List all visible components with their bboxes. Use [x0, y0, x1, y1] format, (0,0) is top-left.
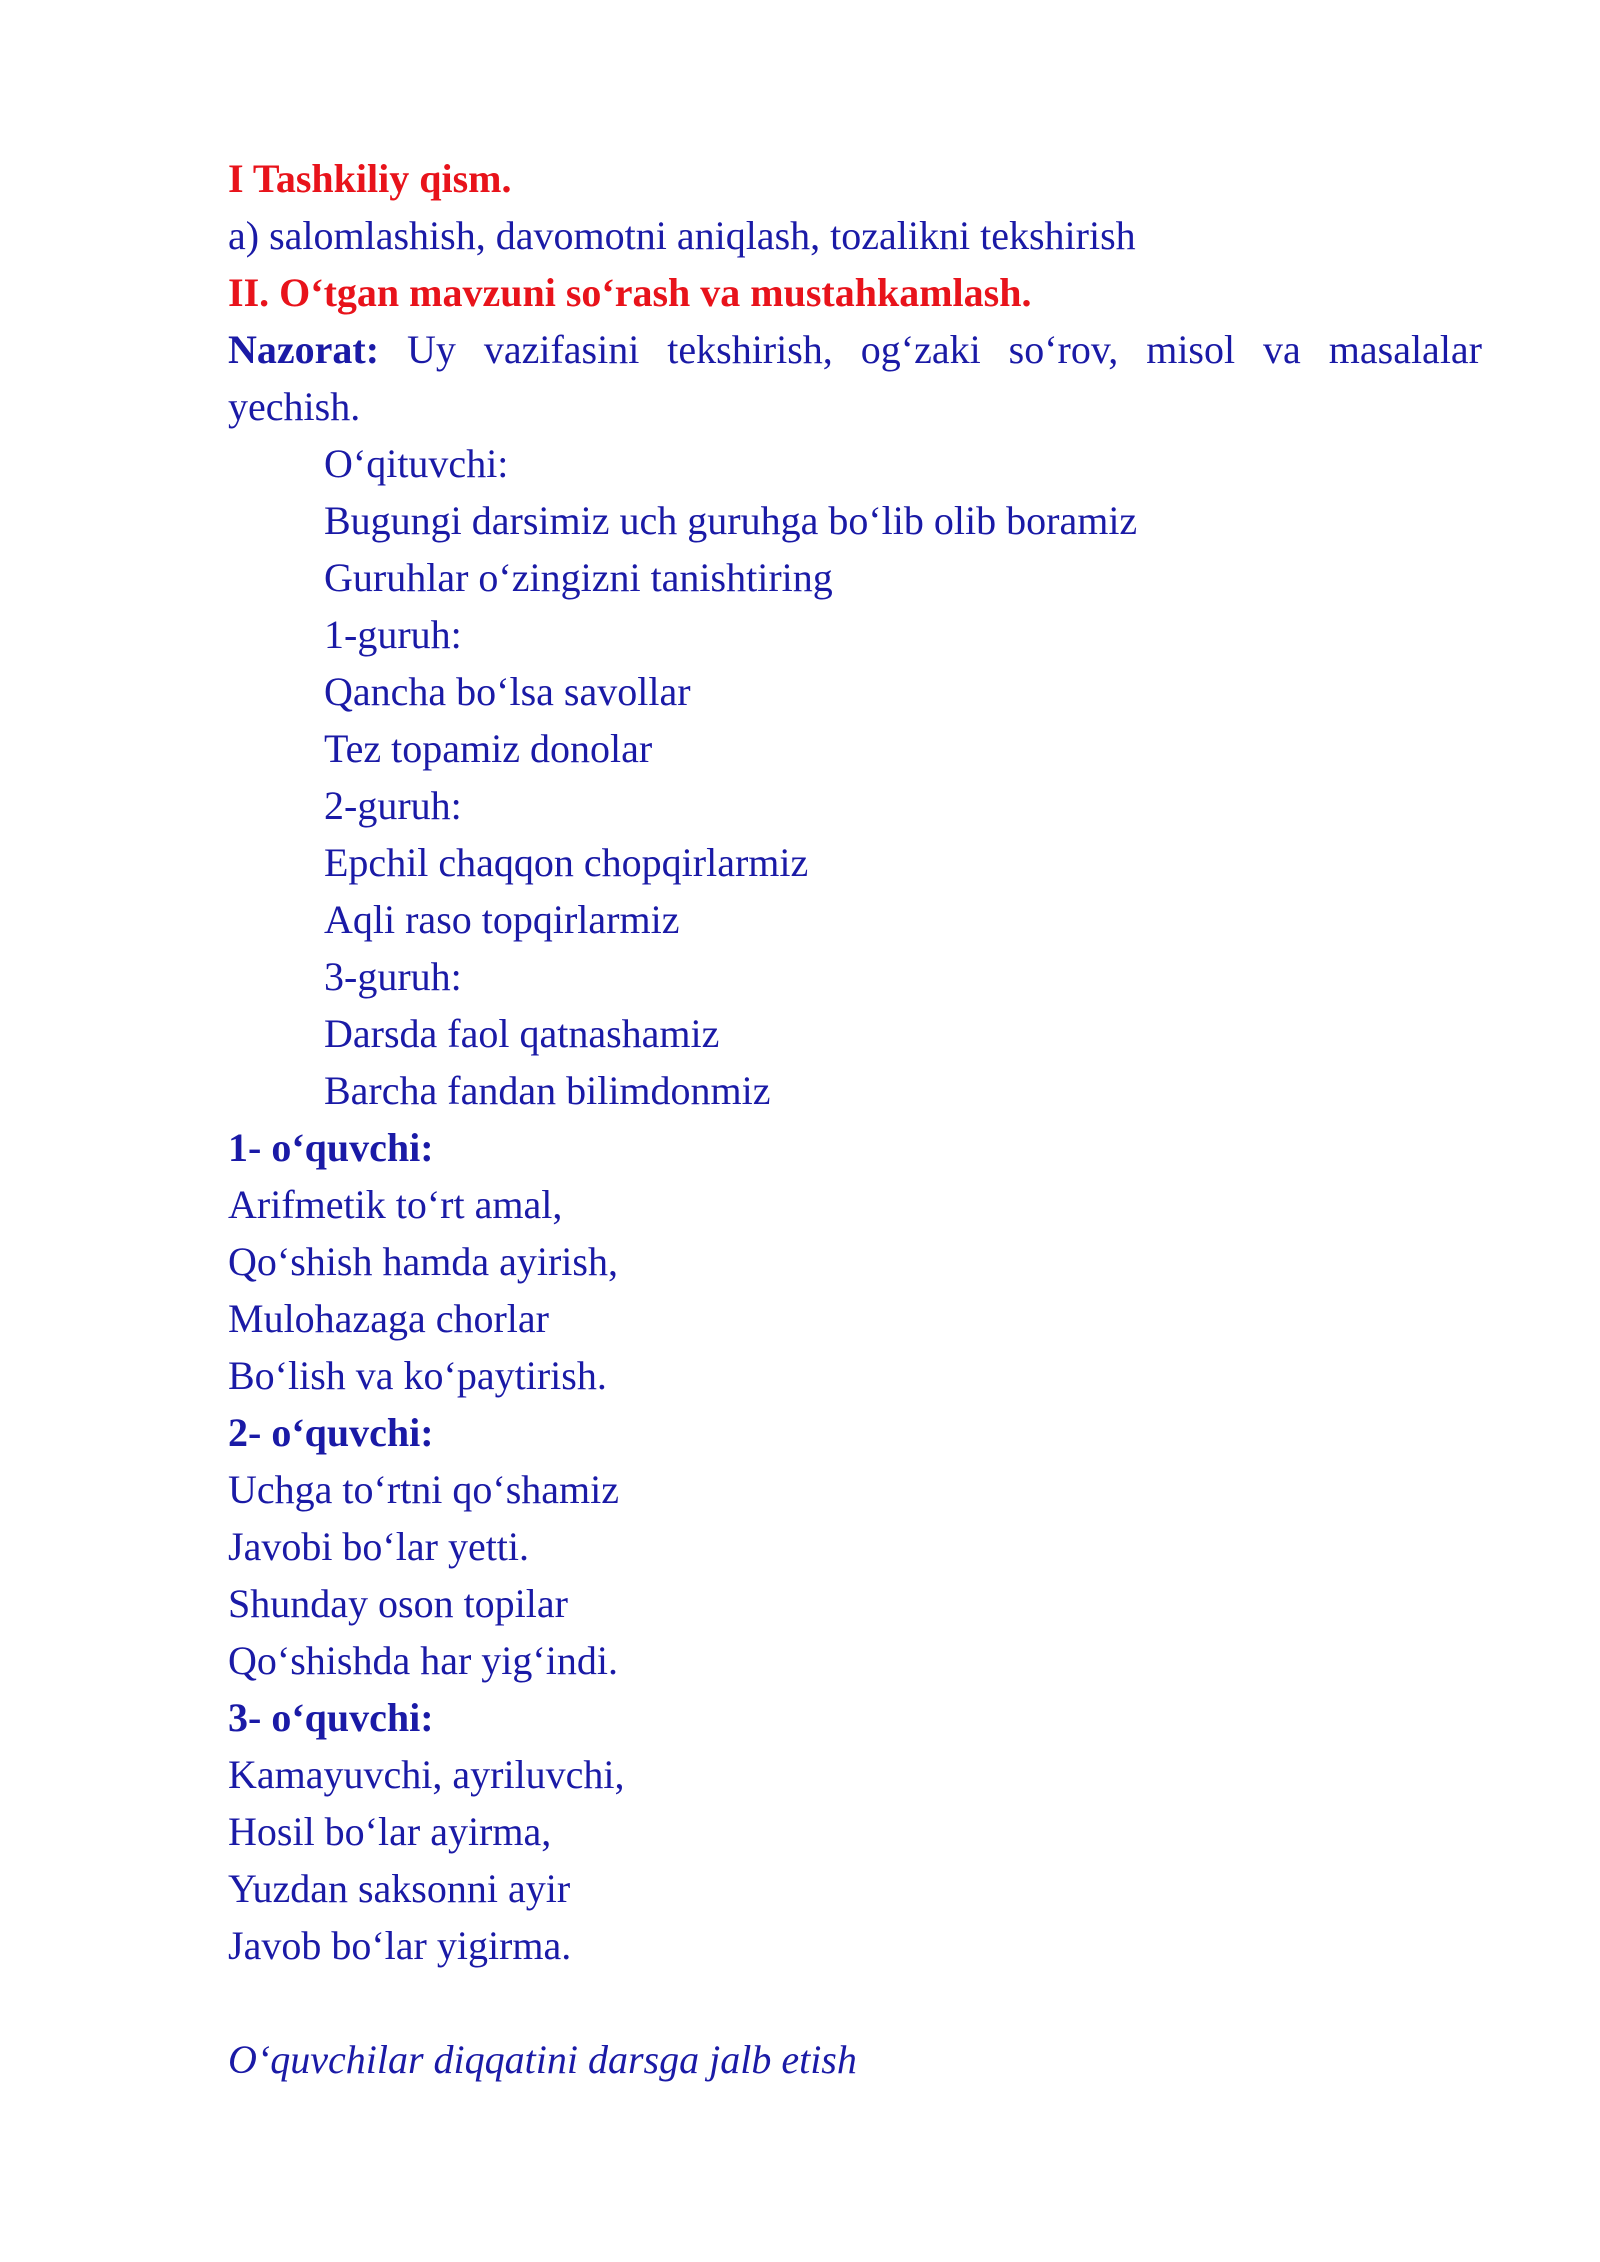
pupil-line: Qo‘shish hamda ayirish, [228, 1239, 618, 1284]
teacher-line: Bugungi darsimiz uch guruhga bo‘lib olib boramiz [324, 498, 1138, 543]
pupil-line: Arifmetik to‘rt amal, [228, 1182, 563, 1227]
pupil-line: Uchga to‘rtni qo‘shamiz [228, 1467, 619, 1512]
closing-note: O‘quvchilar diqqatini darsga jalb etish [228, 2037, 857, 2082]
pupil-label: 3- o‘quvchi: [228, 1695, 434, 1740]
pupil-line: Yuzdan saksonni ayir [228, 1866, 571, 1911]
teacher-label: O‘qituvchi: [324, 441, 509, 486]
pupil-line: Qo‘shishda har yig‘indi. [228, 1638, 618, 1683]
control-text-line2: yechish. [228, 384, 361, 429]
document-body [228, 150, 1482, 2088]
group-line: Darsda faol qatnashamiz [324, 1011, 720, 1056]
pupil-line: Javob bo‘lar yigirma. [228, 1923, 572, 1968]
group-line: Aqli raso topqirlarmiz [324, 897, 680, 942]
group-name: 3-guruh: [324, 954, 462, 999]
pupil-line: Kamayuvchi, ayriluvchi, [228, 1752, 625, 1797]
pupil-line: Hosil bo‘lar ayirma, [228, 1809, 552, 1854]
pupil-line: Shunday oson topilar [228, 1581, 568, 1626]
group-line: Qancha bo‘lsa savollar [324, 669, 691, 714]
control-text-line1: Uy vazifasini tekshirish, og‘zaki so‘rov, misol va masalalar [379, 327, 1482, 372]
group-line: Tez topamiz donolar [324, 726, 653, 771]
group-line: Barcha fandan bilimdonmiz [324, 1068, 771, 1113]
group-name: 2-guruh: [324, 783, 462, 828]
blank-line [228, 1974, 1482, 2031]
section-title-review: II. O‘tgan mavzuni so‘rash va mustahkamlash. [228, 270, 1032, 315]
section-item-a: a) salomlashish, davomotni aniqlash, tozalikni tekshirish [228, 213, 1136, 258]
teacher-line: Guruhlar o‘zingizni tanishtiring [324, 555, 833, 600]
pupil-line: Javobi bo‘lar yetti. [228, 1524, 530, 1569]
pupil-line: Bo‘lish va ko‘paytirish. [228, 1353, 607, 1398]
group-line: Epchil chaqqon chopqirlarmiz [324, 840, 809, 885]
pupil-line: Mulohazaga chorlar [228, 1296, 549, 1341]
pupil-label: 2- o‘quvchi: [228, 1410, 434, 1455]
control-paragraph [228, 321, 1482, 378]
pupil-label: 1- o‘quvchi: [228, 1125, 434, 1170]
control-label: Nazorat: [228, 327, 380, 372]
section-title-organizational: I Tashkiliy qism. [228, 156, 512, 201]
group-name: 1-guruh: [324, 612, 462, 657]
